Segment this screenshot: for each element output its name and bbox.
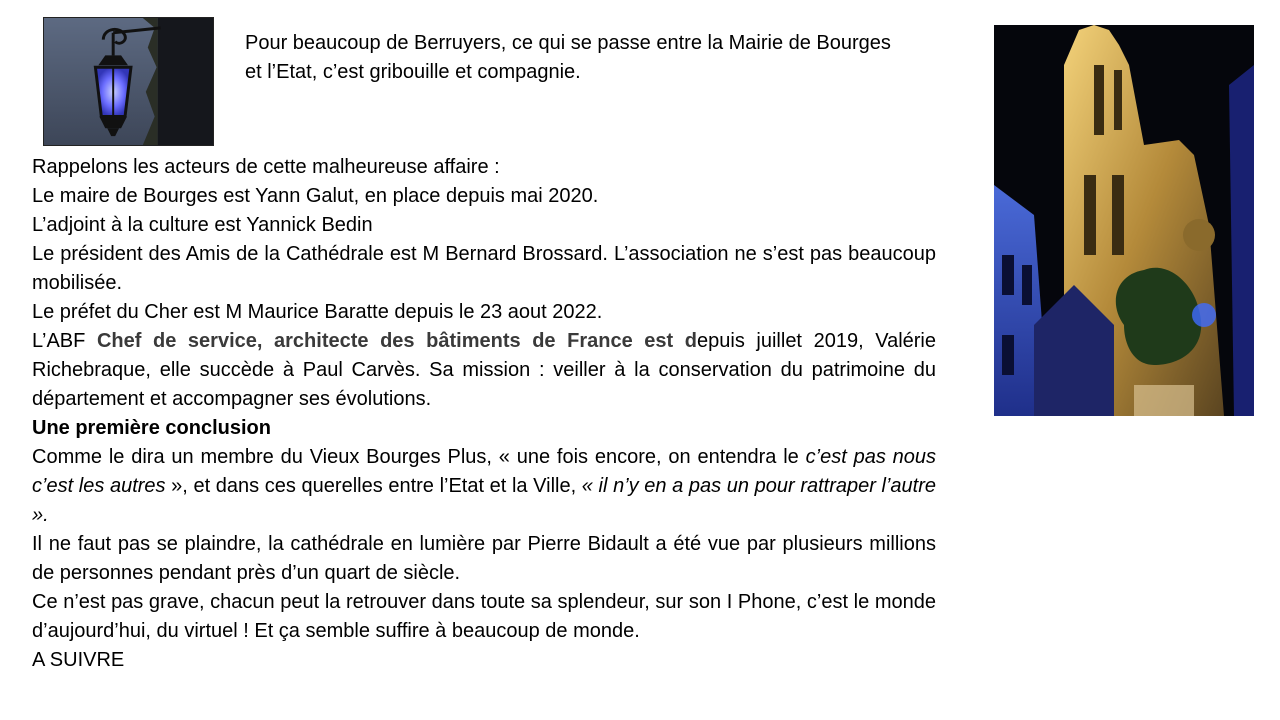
- quote-part-c: », et dans ces querelles entre l’Etat et la Ville,: [165, 475, 582, 497]
- quote-paragraph: [32, 443, 936, 530]
- street-lamp-image: [44, 18, 213, 145]
- a-suivre: A SUIVRE: [32, 649, 125, 671]
- article-body: [32, 153, 936, 675]
- abf-paragraph: [32, 327, 936, 414]
- abf-prefix: L’ABF: [32, 330, 97, 352]
- conclusion-heading-text: Une première conclusion: [32, 417, 271, 439]
- actors-intro: Rappelons les acteurs de cette malheureuse affaire :: [32, 156, 500, 178]
- bidault-paragraph: Il ne faut pas se plaindre, la cathédrale en lumière par Pierre Bidault a été vue par plusieurs millions de personnes pendant près d’un quart de siècle.: [32, 533, 936, 584]
- culture-deputy-line: L’adjoint à la culture est Yannick Bedin: [32, 214, 373, 236]
- quote-italic-2: « il n’y en a pas un pour rattraper l’autre ».: [32, 475, 937, 526]
- conclusion-heading: [32, 414, 936, 443]
- street-lamp-photo: [43, 17, 214, 146]
- intro-paragraph: Pour beaucoup de Berruyers, ce qui se passe entre la Mairie de Bourges et l’Etat, c’est gribouille et compagnie.: [245, 32, 891, 83]
- abf-bold-phrase: Chef de service, architecte des bâtiments de France est d: [96, 330, 698, 352]
- prefect-line: Le préfet du Cher est M Maurice Baratte depuis le 23 aout 2022.: [32, 301, 603, 323]
- cathedral-night-photo: [994, 25, 1254, 416]
- mayor-line: Le maire de Bourges est Yann Galut, en place depuis mai 2020.: [32, 185, 599, 207]
- cathedral-image: [994, 25, 1254, 416]
- friends-president-line: Le président des Amis de la Cathédrale est M Bernard Brossard. L’association ne s’est pas beaucoup mobilisée.: [32, 243, 936, 294]
- quote-part-a: Comme le dira un membre du Vieux Bourges Plus, « une fois encore, on entendra le: [32, 446, 806, 468]
- abf-rest: epuis juillet 2019, Valérie Richebraque, elle succède à Paul Carvès. Sa mission : veiller à la conservation du patrimoine du département et accompagner ses évolutions.: [32, 330, 936, 410]
- iphone-paragraph: Ce n’est pas grave, chacun peut la retrouver dans toute sa splendeur, sur son I Phone, c’est le monde d’aujourd’hui, du virtuel ! Et ça semble suffire à beaucoup de monde.: [32, 591, 936, 642]
- quote-italic-1: c’est pas nous c’est les autres: [32, 446, 937, 497]
